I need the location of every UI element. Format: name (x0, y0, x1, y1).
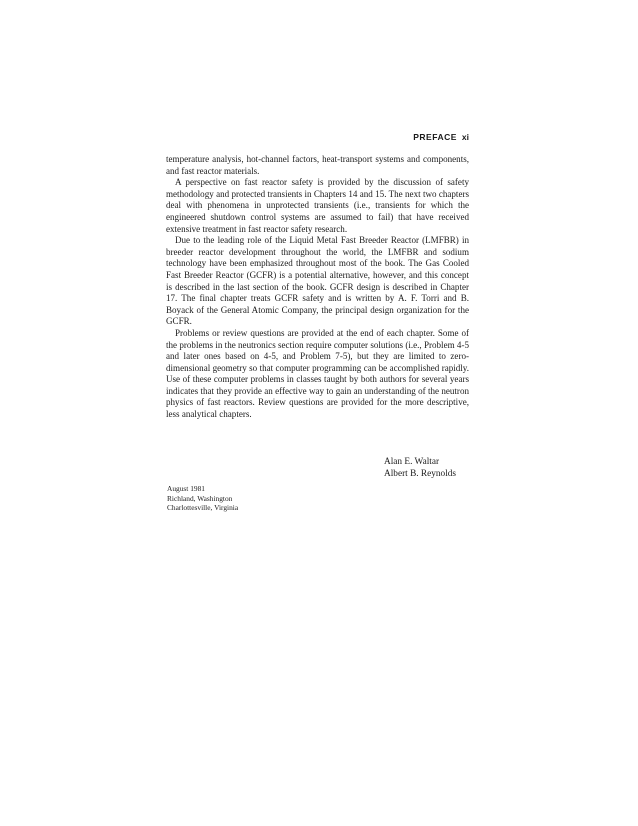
preface-body (166, 154, 469, 421)
page-number: xi (461, 132, 469, 142)
dateline (167, 484, 238, 513)
paragraph-safety: A perspective on fast reactor safety is provided by the discussion of safety methodology and protected transients in Chapters 14 and 15. The next two chapters deal with phenomena in unprotected transients (i.e., transients for which the engineered shutdown control systems are assumed to fail) that have received extensive treatment in fast reactor safety research. (166, 177, 469, 234)
section-title: PREFACE (413, 132, 457, 142)
author-name: Albert B. Reynolds (384, 469, 457, 479)
place: Richland, Washington (167, 493, 233, 503)
paragraph-problems: Problems or review questions are provided at the end of each chapter. Some of the problems in the neutronics section require computer solutions (i.e., Problem 4-5 and later ones based on 4-5, and Problem 7-5), but they are limited to zero-dimensional geometry so that computer programming can be accomplished rapidly. Use of these computer problems in classes taught by both authors for several years indicates that they provide an effective way to gain an understanding of the neutron physics of fast reactors. Review questions are provided for the more descriptive, less analytical chapters. (166, 327, 469, 420)
author-signatures (384, 456, 456, 480)
paragraph-lmfbr-gcfr: Due to the leading role of the Liquid Metal Fast Breeder Reactor (LMFBR) in breeder reactor development throughout the world, the LMFBR and sodium technology have been emphasized throughout most of the book. The Gas Cooled Fast Breeder Reactor (GCFR) is a potential alternative, however, and this concept is described in the last section of the book. GCFR design is described in Chapter 17. The final chapter treats GCFR safety and is written by A. F. Torri and B. Boyack of the General Atomic Company, the principal design organization for the GCFR. (166, 235, 469, 327)
running-head (166, 132, 469, 142)
place: Charlottesville, Virginia (167, 503, 239, 513)
date: August 1981 (167, 484, 205, 493)
paragraph-continuation: temperature analysis, hot-channel factors, heat-transport systems and components, and fast reactor materials. (166, 154, 469, 176)
author-name: Alan E. Waltar (384, 457, 440, 467)
